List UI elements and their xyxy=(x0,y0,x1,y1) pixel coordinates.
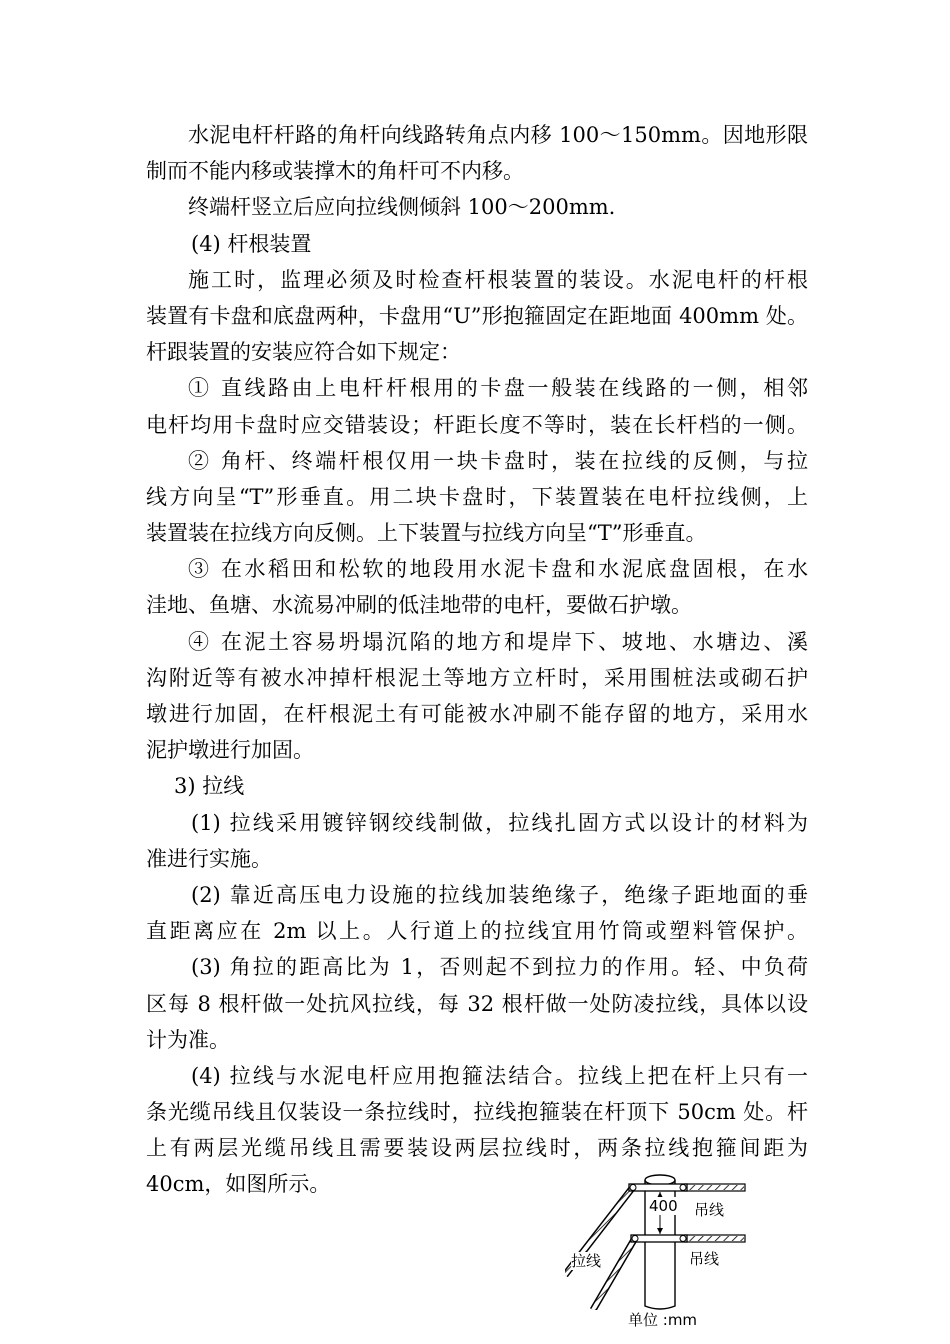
guy-wire-label: 拉线 xyxy=(571,1252,602,1270)
text-line: 准进行实施。 xyxy=(146,846,272,871)
messenger-wire-upper xyxy=(685,1184,745,1191)
pole-drawing xyxy=(565,1170,755,1310)
wire-clamp-upper xyxy=(629,1184,687,1191)
messenger-wire-lower xyxy=(685,1235,745,1242)
guy-wire-lower xyxy=(593,1238,635,1310)
text-line: 40cm，如图所示。 xyxy=(146,1172,331,1197)
text-line: 终端杆竖立后应向拉线侧倾斜 100～200mm. xyxy=(188,195,616,220)
text-line: 沟附近等有被水冲掉杆根泥土等地方立杆时，采用围桩法或砌石护 xyxy=(146,665,808,690)
wire-clamp-lower xyxy=(631,1235,687,1242)
text-line: 杆跟装置的安装应符合如下规定： xyxy=(146,340,461,365)
section-heading: 3) 拉线 xyxy=(174,774,245,799)
text-line: 施工时，监理必须及时检查杆根装置的装设。水泥电杆的杆根 xyxy=(188,267,808,292)
text-line: (3) 角拉的距高比为 1，否则起不到拉力的作用。轻、中负荷 xyxy=(191,955,808,980)
text-line: 计为准。 xyxy=(146,1027,230,1052)
text-line: ① 直线路由上电杆杆根用的卡盘一般装在线路的一侧，相邻 xyxy=(188,376,808,401)
text-line: (2) 靠近高压电力设施的拉线加装绝缘子，绝缘子距地面的垂 xyxy=(191,882,808,907)
text-line: ④ 在泥土容易坍塌沉陷的地方和堤岸下、坡地、水塘边、溪 xyxy=(188,629,808,654)
text-line: 水泥电杆杆路的角杆向线路转角点内移 100～150mm。因地形限 xyxy=(188,123,808,147)
text-line: 上有两层光缆吊线且需要装设两层拉线时，两条拉线抱箍间距为 xyxy=(146,1136,808,1161)
messenger-label-top: 吊线 xyxy=(694,1201,725,1219)
text-line: 装置有卡盘和底盘两种，卡盘用“U”形抱箍固定在距地面 400mm 处。 xyxy=(146,303,808,328)
body-text xyxy=(146,117,808,1203)
text-line: (4) 拉线与水泥电杆应用抱箍法结合。拉线上把在杆上只有一 xyxy=(191,1063,808,1088)
section-heading: (4) 杆根装置 xyxy=(191,231,312,256)
dimension-label: 400 xyxy=(649,1197,678,1215)
text-line: 墩进行加固，在杆根泥土有可能被水冲刷不能存留的地方，采用水 xyxy=(146,702,808,726)
text-line: 电杆均用卡盘时应交错装设；杆距长度不等时，装在长杆档的一侧。 xyxy=(146,412,808,437)
unit-caption: 单位 :mm xyxy=(628,1311,698,1329)
text-line: 洼地、鱼塘、水流易冲刷的低洼地带的电杆，要做石护墩。 xyxy=(146,593,692,618)
text-line: 直距离应在 2m 以上。人行道上的拉线宜用竹筒或塑料管保护。 xyxy=(146,919,808,944)
text-line: 线方向呈“T”形垂直。用二块卡盘时，下装置装在电杆拉线侧，上 xyxy=(146,484,808,509)
text-line: 泥护墩进行加固。 xyxy=(146,738,314,763)
text-line: 条光缆吊线且仅装设一条拉线时，拉线抱箍装在杆顶下 50cm 处。杆 xyxy=(146,1100,808,1125)
messenger-label-bottom: 吊线 xyxy=(689,1250,720,1268)
text-line: (1) 拉线采用镀锌钢绞线制做，拉线扎固方式以设计的材料为 xyxy=(191,810,808,835)
text-line: 区每 8 根杆做一处抗风拉线，每 32 根杆做一处防凌拉线，具体以设 xyxy=(146,991,808,1016)
text-line: ③ 在水稻田和松软的地段用水泥卡盘和水泥底盘固根，在水 xyxy=(188,557,808,582)
text-line: ② 角杆、终端杆根仅用一块卡盘时，装在拉线的反侧，与拉 xyxy=(188,448,808,473)
text-line: 制而不能内移或装撑木的角杆可不内移。 xyxy=(146,159,524,184)
guy-wire-diagram xyxy=(565,1170,755,1340)
text-line: 装置装在拉线方向反侧。上下装置与拉线方向呈“T”形垂直。 xyxy=(146,521,707,546)
